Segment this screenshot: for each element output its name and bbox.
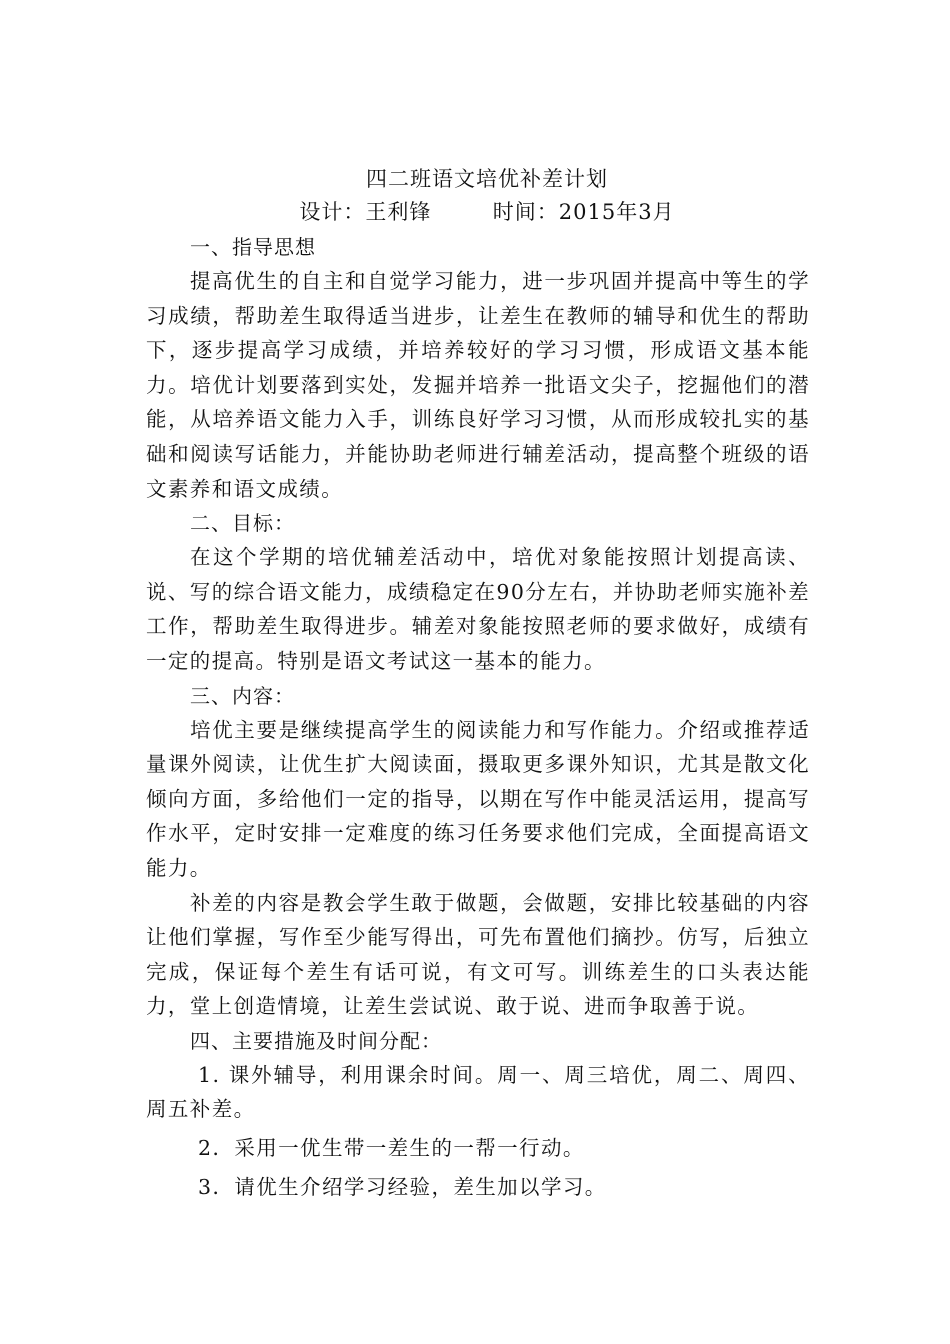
measure-item-2: 2．采用一优生带一差生的一帮一行动。 bbox=[198, 1136, 585, 1161]
document-page bbox=[146, 164, 810, 1208]
measure-item-3: 3．请优生介绍学习经验，差生加以学习。 bbox=[198, 1174, 607, 1199]
section-heading-guiding-ideology: 一、指导思想 bbox=[190, 235, 316, 259]
document-title: 四二班语文培优补差计划 bbox=[366, 167, 608, 191]
paragraph-content-top-students: 培优主要是继续提高学生的阅读能力和写作能力。介绍或推荐适量课外阅读，让优生扩大阅读面，摄取更多课外知识，尤其是散文化倾向方面，多给他们一定的指导，以期在写作中能灵活运用，提高写作水平，定时安排一定难度的练习任务要求他们完成，全面提高语文能力。 bbox=[146, 717, 810, 880]
paragraph-guiding-ideology: 提高优生的自主和自觉学习能力，进一步巩固并提高中等生的学习成绩，帮助差生取得适当进步，让差生在教师的辅导和优生的帮助下，逐步提高学习成绩，并培养较好的学习习惯，形成语文基本能力。培优计划要落到实处，发掘并培养一批语文尖子，挖掘他们的潜能，从培养语文能力入手，训练良好学习习惯，从而形成较扎实的基础和阅读写话能力，并能协助老师进行辅差活动，提高整个班级的语文素养和语文成绩。 bbox=[146, 269, 810, 501]
paragraph-goals: 在这个学期的培优辅差活动中，培优对象能按照计划提高读、说、写的综合语文能力，成绩稳定在90分左右，并协助老师实施补差工作，帮助差生取得进步。辅差对象能按照老师的要求做好，成绩有一定的提高。特别是语文考试这一基本的能力。 bbox=[146, 545, 810, 673]
section-heading-goals: 二、目标： bbox=[190, 511, 295, 536]
measure-item-1: 1. 课外辅导，利用课余时间。周一、周三培优，周二、周四、周五补差。 bbox=[146, 1062, 810, 1122]
paragraph-content-weak-students: 补差的内容是教会学生敢于做题，会做题，安排比较基础的内容让他们掌握，写作至少能写得出，可先布置他们摘抄。仿写，后独立完成，保证每个差生有话可说，有文可写。训练差生的口头表达能力，堂上创造情境，让差生尝试说、敢于说、进而争取善于说。 bbox=[146, 890, 810, 1019]
section-heading-measures: 四、主要措施及时间分配： bbox=[190, 1028, 442, 1053]
document-byline: 设计：王利锋 时间：2015年3月 bbox=[299, 200, 675, 224]
section-heading-content: 三、内容： bbox=[190, 683, 295, 708]
